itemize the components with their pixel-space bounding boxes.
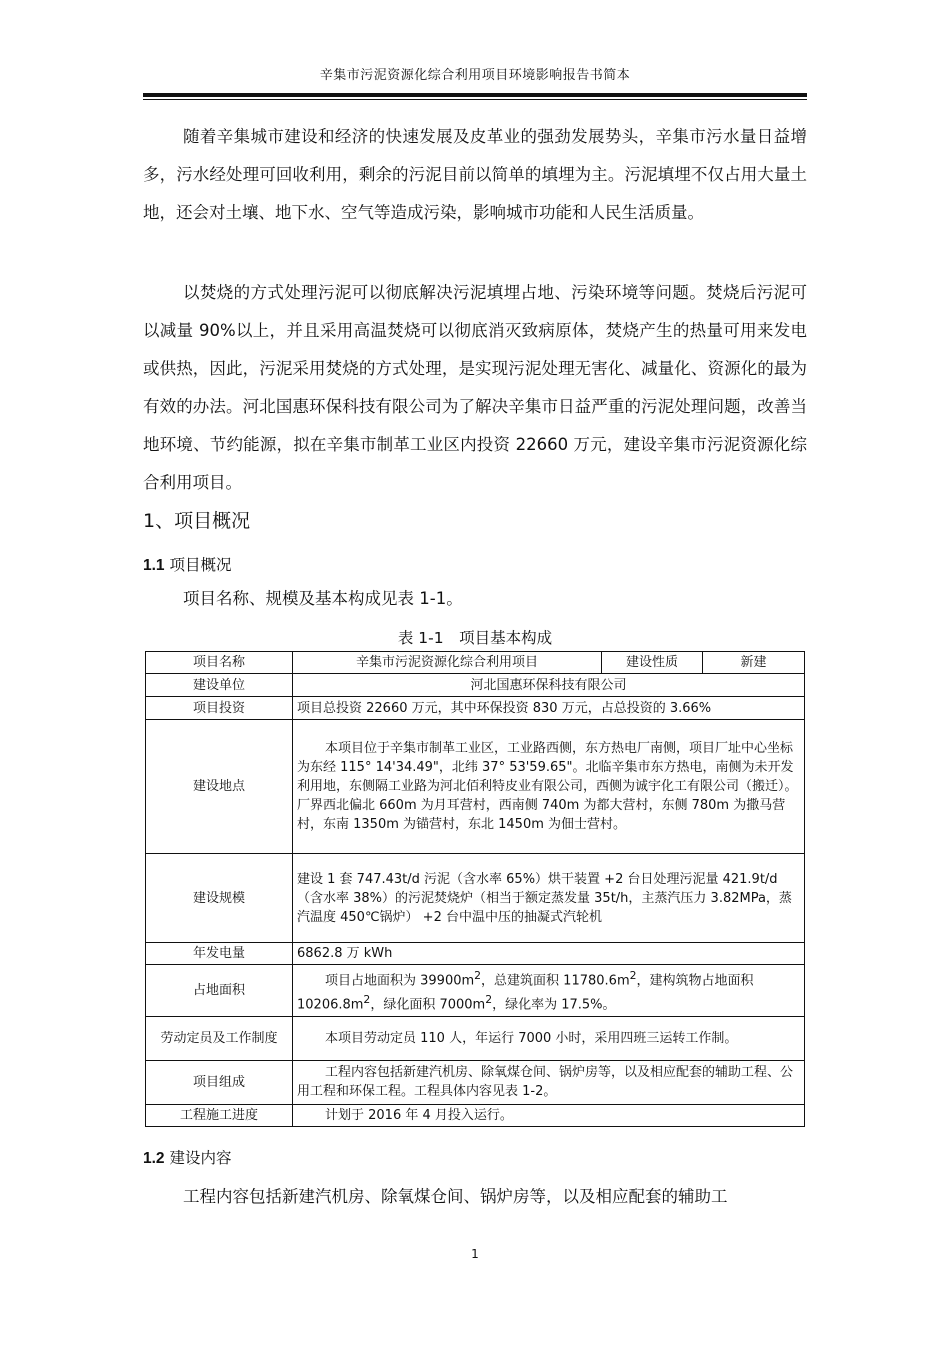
area-text: ，绿化面积 7000m xyxy=(370,997,486,1013)
cell-value: 项目总投资 22660 万元，其中环保投资 830 万元，占总投资的 3.66% xyxy=(293,697,805,720)
table-intro-text: 项目名称、规模及基本构成见表 1-1。 xyxy=(183,589,463,608)
table-row xyxy=(146,720,805,854)
cell-label: 建设单位 xyxy=(146,674,293,697)
table-row xyxy=(146,854,805,943)
page-number: 1 xyxy=(471,1247,479,1261)
table-row xyxy=(146,652,805,674)
project-basic-table xyxy=(145,651,805,1127)
cell-label: 项目组成 xyxy=(146,1060,293,1104)
cell-label: 建设地点 xyxy=(146,720,293,854)
table-row xyxy=(146,1060,805,1104)
cell-label: 项目投资 xyxy=(146,697,293,720)
header-rule-thin xyxy=(143,99,807,100)
cell-label: 工程施工进度 xyxy=(146,1104,293,1126)
superscript: 2 xyxy=(474,969,482,982)
section-heading-1-1 xyxy=(143,553,232,575)
table-row xyxy=(146,674,805,697)
section-heading-1-2 xyxy=(143,1146,232,1168)
paragraph-construction: 工程内容包括新建汽机房、除氧煤仓间、锅炉房等，以及相应配套的辅助工 xyxy=(183,1187,728,1206)
cell-value: 本项目位于辛集市制革工业区，工业路西侧，东方热电厂南侧，项目厂址中心坐标为东经 115° 14'34.49"，北纬 37° 53'59.65"。北临辛集市东方热电，南侧为未开发利用地，东侧隔工业路为河北佰利特皮业有限公司，西侧为诚宇化工有限公司（搬迁）。厂界西北偏北 660m 为月耳营村，西南侧 740m 为都大营村，东侧 780m 为撒马营村，东南 1350m 为锚营村，东北 1450m 为佃士营村。 xyxy=(293,720,805,854)
paragraph-background: 随着辛集城市建设和经济的快速发展及皮革业的强劲发展势头，辛集市污水量日益增多，污水经处理可回收利用，剩余的污泥目前以简单的填埋为主。污泥填埋不仅占用大量土地，还会对土壤、地下水、空气等造成污染，影响城市功能和人民生活质量。 xyxy=(143,127,807,222)
section-title: 建设内容 xyxy=(164,1149,232,1167)
cell-label: 项目名称 xyxy=(146,652,293,674)
header-rule-thick xyxy=(143,93,807,97)
section-title: 项目概况 xyxy=(164,556,232,574)
table-row xyxy=(146,697,805,720)
section-heading-1: 1、项目概况 xyxy=(143,510,251,532)
paragraph-incineration: 以焚烧的方式处理污泥可以彻底解决污泥填埋占地、污染环境等问题。焚烧后污泥可以减量 90%以上，并且采用高温焚烧可以彻底消灭致病原体，焚烧产生的热量可用来发电或供热，因此，污泥采用焚烧的方式处理，是实现污泥处理无害化、减量化、资源化的最为有效的办法。河北国惠环保科技有限公司为了解决辛集市日益严重的污泥处理问题，改善当地环境、节约能源，拟在辛集市制革工业区内投资 22660 万元，建设辛集市污泥资源化综合利用项目。 xyxy=(143,283,807,492)
table-row xyxy=(146,1016,805,1060)
cell-value-area xyxy=(293,965,805,1017)
table-row xyxy=(146,943,805,965)
area-text: ，绿化率为 17.5%。 xyxy=(492,997,616,1013)
cell-value: 河北国惠环保科技有限公司 xyxy=(293,674,805,697)
cell-value: 辛集市污泥资源化综合利用项目 xyxy=(293,652,602,674)
cell-value: 建设 1 套 747.43t/d 污泥（含水率 65%）烘干装置 +2 台日处理污泥量 421.9t/d（含水率 38%）的污泥焚烧炉（相当于额定蒸发量 35t/h，主蒸汽压力 3.82MPa，蒸汽温度 450℃锅炉） +2 台中温中压的抽凝式汽轮机 xyxy=(293,854,805,943)
document-header-title: 辛集市污泥资源化综合利用项目环境影响报告书简本 xyxy=(319,68,631,83)
area-text: ，总建筑面积 11780.6m xyxy=(481,973,630,989)
superscript: 2 xyxy=(485,993,493,1007)
cell-label: 建设性质 xyxy=(602,652,703,674)
cell-label: 年发电量 xyxy=(146,943,293,965)
cell-label: 建设规模 xyxy=(146,854,293,943)
superscript: 2 xyxy=(629,969,637,982)
cell-value: 计划于 2016 年 4 月投入运行。 xyxy=(293,1104,805,1126)
cell-label: 占地面积 xyxy=(146,965,293,1017)
table-caption: 表 1-1 项目基本构成 xyxy=(397,629,553,647)
superscript: 2 xyxy=(363,993,371,1007)
cell-label: 劳动定员及工作制度 xyxy=(146,1016,293,1060)
cell-value: 新建 xyxy=(703,652,805,674)
table-row xyxy=(146,965,805,1017)
area-text: ，建构筑物占地面积 10206.8m xyxy=(297,973,754,1013)
area-text: 项目占地面积为 39900m xyxy=(325,973,475,989)
cell-value: 6862.8 万 kWh xyxy=(293,943,805,965)
table-row xyxy=(146,1104,805,1126)
cell-value: 工程内容包括新建汽机房、除氧煤仓间、锅炉房等，以及相应配套的辅助工程、公用工程和环保工程。工程具体内容见表 1-2。 xyxy=(293,1060,805,1104)
cell-value: 本项目劳动定员 110 人，年运行 7000 小时，采用四班三运转工作制。 xyxy=(293,1016,805,1060)
section-number: 1.2 xyxy=(143,1150,165,1167)
section-number: 1.1 xyxy=(143,557,165,574)
